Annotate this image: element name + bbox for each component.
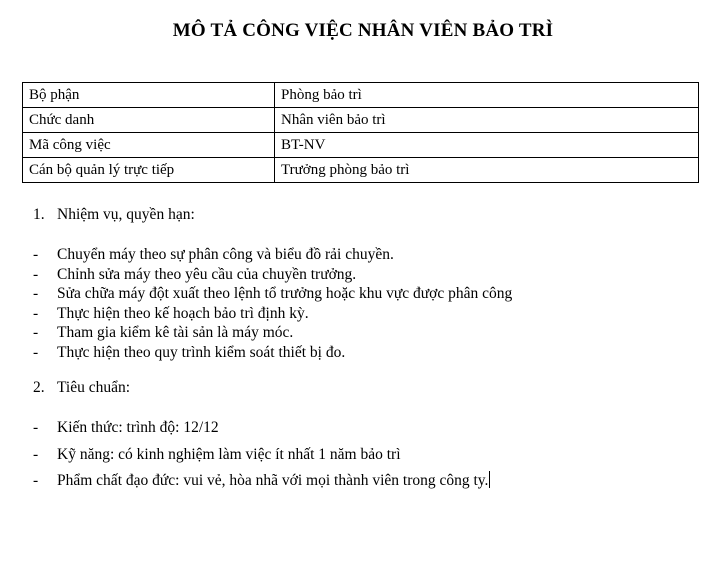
bullet-dash: - [33,285,39,302]
section-number: 2. [33,379,45,396]
standards-list [33,415,490,495]
table-cell-value: Trưởng phòng bảo trì [275,158,699,183]
table-cell-key: Chức danh [23,108,275,133]
list-item-text: Kiến thức: trình độ: 12/12 [57,419,219,436]
duties-list [33,245,512,362]
list-item-text: Sửa chữa máy đột xuất theo lệnh tổ trưởng hoặc khu vực được phân công [57,285,513,302]
list-item [33,304,512,324]
list-item [33,442,490,469]
table-cell-value: Phòng bảo trì [275,83,699,108]
bullet-dash: - [33,445,39,463]
bullet-dash: - [33,419,39,436]
list-item-text: Thực hiện theo quy trình kiểm soát thiết bị đo. [57,343,346,361]
list-item [33,415,490,442]
section-heading-standards [33,379,130,397]
table-cell-value: BT-NV [275,133,699,158]
list-item [33,284,512,304]
table-row [23,108,699,133]
list-item-text: Thực hiện theo kế hoạch bảo trì định kỳ. [57,304,309,322]
table-cell-key: Bộ phận [23,83,275,108]
list-item [33,265,512,285]
bullet-dash: - [33,304,39,322]
bullet-dash: - [33,343,39,361]
text-cursor [489,471,490,488]
list-item-text: Kỹ năng: có kinh nghiệm làm việc ít nhất 1 năm bảo trì [57,445,401,463]
table-cell-key: Mã công việc [23,133,275,158]
section-heading-text: Nhiệm vụ, quyền hạn: [57,206,195,223]
table-row [23,133,699,158]
document-title: MÔ TẢ CÔNG VIỆC NHÂN VIÊN BẢO TRÌ [172,20,554,41]
list-item [33,468,490,495]
bullet-dash: - [33,324,39,341]
table-row [23,83,699,108]
section-number: 1. [33,206,45,223]
bullet-dash: - [33,472,39,489]
section-heading-text: Tiêu chuẩn: [57,379,131,396]
list-item-text: Tham gia kiểm kê tài sản là máy móc. [57,324,294,341]
list-item [33,343,512,363]
list-item [33,245,512,265]
table-row [23,158,699,183]
bullet-dash: - [33,265,39,283]
list-item-text: Chỉnh sửa máy theo yêu cầu của chuyền trưởng. [57,265,357,283]
job-info-table [22,82,699,183]
table-cell-key: Cán bộ quản lý trực tiếp [23,158,275,183]
section-heading-duties [33,206,195,224]
bullet-dash: - [33,246,39,263]
list-item [33,323,512,343]
list-item-text: Phẩm chất đạo đức: vui vẻ, hòa nhã với mọi thành viên trong công ty. [57,472,489,489]
table-cell-value: Nhân viên bảo trì [275,108,699,133]
list-item-text: Chuyển máy theo sự phân công và biểu đồ rải chuyền. [57,246,394,263]
